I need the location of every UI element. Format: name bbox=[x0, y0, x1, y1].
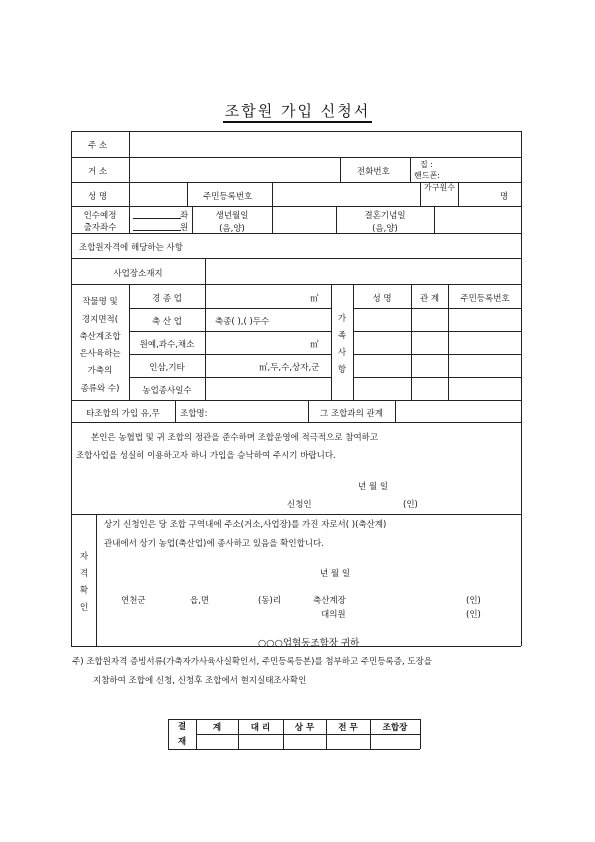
qualification-heading: 조합원자격에 해당하는 사항 bbox=[79, 243, 183, 253]
investment-label-2: 출자좌수 bbox=[83, 223, 117, 233]
wedding-field[interactable] bbox=[435, 207, 520, 232]
address-field[interactable] bbox=[130, 132, 520, 156]
household-unit: 명 bbox=[500, 192, 509, 202]
confirmation-line-2: 관내에서 상기 농업(축산업)에 종사하고 있음을 확인합니다. bbox=[104, 539, 324, 549]
livestock-detail: 축종( ),( )두수 bbox=[215, 317, 270, 327]
resident-no-field[interactable] bbox=[273, 183, 419, 205]
declaration-date: 년 월 일 bbox=[358, 482, 389, 492]
page-title: 조합원 가입 신청서 bbox=[0, 100, 595, 121]
business-location-label: 사업장소재지 bbox=[113, 269, 163, 279]
ginseng-units: ㎡,두,수,상자,군 bbox=[259, 363, 320, 373]
other-union-label: 타조합의 가입 유,무 bbox=[86, 409, 160, 419]
wedding-calendar: (음,양) bbox=[372, 224, 398, 234]
union-relation-label: 그 조합과의 관계 bbox=[320, 409, 383, 419]
approval-header-4: 전 무 bbox=[338, 723, 358, 733]
wedding-label: 결혼기념일 bbox=[364, 211, 406, 221]
union-relation-field[interactable] bbox=[396, 401, 520, 421]
household-count-label: 가구원수 bbox=[424, 183, 455, 192]
investment-label: 인수예정 bbox=[83, 211, 117, 221]
birth-field[interactable] bbox=[273, 207, 335, 232]
addressee: ○○○업협동조합장 귀하 bbox=[258, 638, 360, 649]
jwa-unit: 좌 bbox=[180, 211, 189, 221]
family-name-header: 성 명 bbox=[372, 294, 392, 304]
grain-unit: ㎡ bbox=[310, 294, 319, 304]
note-line-1: 주) 조합원자격 증빙서류(가축자가사육사실확인서, 주민등록등본)를 첨부하고 주민등록증, 도장을 bbox=[72, 657, 433, 667]
business-location-field[interactable] bbox=[206, 259, 520, 283]
eup-label: 읍,면 bbox=[190, 596, 210, 606]
phone-mobile-label: 핸드폰: bbox=[414, 171, 440, 180]
declaration-line-1: 본인은 농협법 및 귀 조합의 정관을 준수하며 조합운영에 적극적으로 참여하고 bbox=[91, 433, 379, 443]
family-resident-header: 주민등록번호 bbox=[460, 294, 510, 304]
name-field[interactable] bbox=[130, 183, 186, 205]
address-label: 주 소 bbox=[88, 141, 108, 151]
phone-label: 전화번호 bbox=[357, 167, 390, 177]
horticulture-label: 원예,과수,채소 bbox=[139, 340, 195, 350]
chief-label: 축산계장 bbox=[313, 596, 346, 606]
farm-days-label: 농업종사일수 bbox=[142, 386, 192, 396]
name-label: 성 명 bbox=[88, 192, 108, 202]
applicant-label: 신청인 bbox=[287, 500, 312, 510]
family-relation-header: 관 계 bbox=[419, 294, 440, 304]
livestock-label: 축 산 업 bbox=[151, 317, 183, 327]
confirmation-line-1: 상기 신청인은 당 조합 구역내에 주소(거소,사업장)를 가진 자로서( )(축산계) bbox=[104, 520, 387, 530]
approval-header-5: 조합장 bbox=[382, 723, 408, 733]
applicant-seal: (인) bbox=[403, 500, 418, 510]
county-label: 연천군 bbox=[121, 596, 146, 606]
resident-no-label: 주민등록번호 bbox=[203, 192, 253, 202]
declaration-line-2: 조합사업을 성실히 이용하고자 하니 가입을 승낙하여 주시기 바랍니다. bbox=[76, 451, 336, 461]
grain-label: 경 종 업 bbox=[151, 294, 183, 304]
residence-label: 거 소 bbox=[88, 167, 108, 177]
horticulture-unit: ㎡ bbox=[310, 340, 319, 350]
union-name-label: 조합명: bbox=[180, 409, 208, 419]
approval-header-3: 상 무 bbox=[294, 723, 315, 733]
representative-label: 대의원 bbox=[321, 610, 346, 620]
dong-label: (동)리 bbox=[258, 596, 282, 606]
birth-label: 생년월일 bbox=[215, 211, 249, 221]
note-line-2: 지참하여 조합에 신청, 신청후 조합에서 현지실태조사확인 bbox=[93, 676, 307, 686]
approval-header-1: 계 bbox=[212, 723, 222, 733]
residence-field[interactable] bbox=[130, 158, 339, 181]
birth-calendar: (음,양) bbox=[219, 224, 245, 234]
approval-header-2: 대 리 bbox=[250, 723, 271, 733]
chief-seal: (인) bbox=[466, 596, 481, 606]
phone-home-label: 집 : bbox=[420, 160, 433, 169]
ginseng-label: 인삼,기타 bbox=[149, 363, 185, 373]
confirmation-date: 년 월 일 bbox=[320, 569, 351, 579]
won-unit: 원 bbox=[180, 223, 189, 233]
representative-seal: (인) bbox=[466, 610, 481, 620]
